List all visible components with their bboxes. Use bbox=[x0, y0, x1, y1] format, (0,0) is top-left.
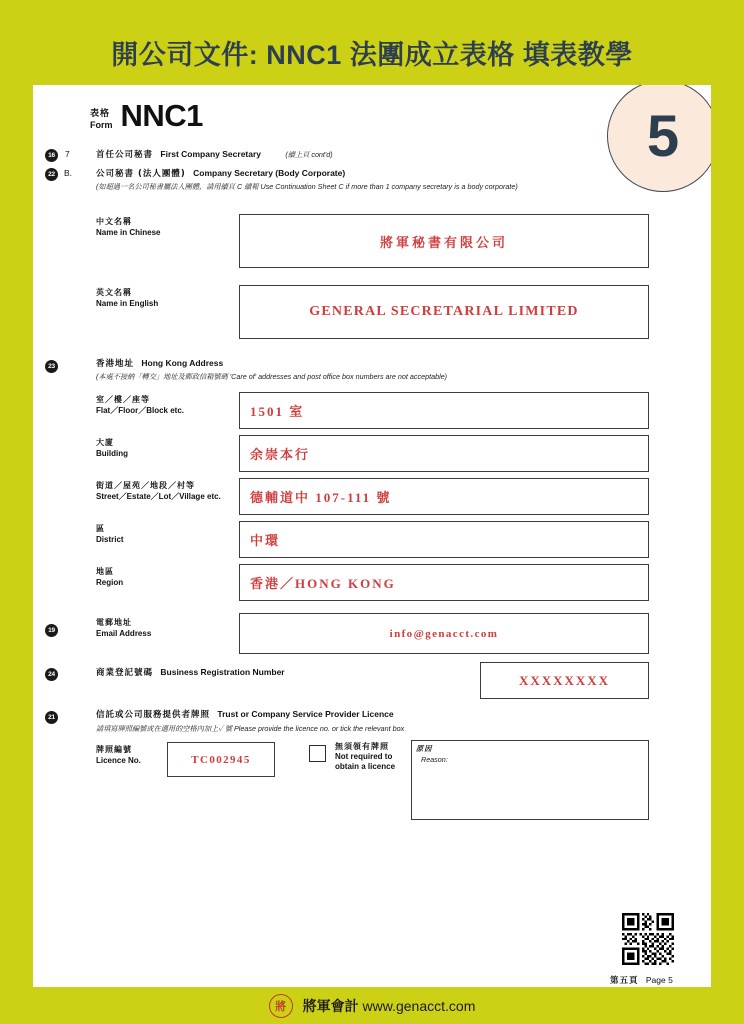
region-label bbox=[96, 567, 123, 588]
page-number-en: Page 5 bbox=[645, 975, 673, 985]
street-label-en: Street／Estate／Lot／Village etc. bbox=[96, 491, 221, 501]
br-number-value: XXXXXXXX bbox=[518, 672, 611, 688]
itemB-number: B. bbox=[64, 168, 73, 178]
licence-title bbox=[96, 708, 394, 720]
br-title-zh: 商業登記號碼 bbox=[96, 668, 154, 678]
reason-label-zh: 原因 bbox=[416, 744, 433, 753]
item7-title bbox=[96, 148, 333, 160]
form-code: NNC1 bbox=[120, 98, 203, 133]
licence-note: 請填寫牌照編號或在適用的空格內加上✓ 號 Please provide the licence no. or tick the relevant box bbox=[96, 724, 405, 733]
marker-itemB: 22 bbox=[45, 168, 58, 181]
form-header bbox=[90, 100, 203, 131]
name-english-label bbox=[96, 288, 158, 309]
district-label bbox=[96, 524, 124, 545]
address-note: (本處不接納「轉交」地址及郵政信箱號碼 'Care of' addresses and post office box numbers are not acceptable) bbox=[96, 372, 448, 381]
name-chinese-label bbox=[96, 217, 160, 238]
itemB-note: (如超過一名公司秘書屬法人團體，請用續頁 C 續報 Use Continuation Sheet C if more than 1 company secretary is a body corporate) bbox=[96, 182, 518, 191]
form-label bbox=[90, 109, 113, 131]
name-chinese-label-zh: 中文名稱 bbox=[96, 217, 132, 226]
name-chinese-value: 將軍秘書有限公司 bbox=[379, 234, 508, 250]
item7-number: 7 bbox=[65, 149, 70, 159]
address-title-zh: 香港地址 bbox=[96, 359, 135, 369]
name-english-label-zh: 英文名稱 bbox=[96, 288, 132, 297]
marker-br: 24 bbox=[45, 668, 58, 681]
licence-title-zh: 信託或公司服務提供者牌照 bbox=[96, 710, 211, 720]
address-title bbox=[96, 357, 223, 369]
item7-title-zh: 首任公司秘書 bbox=[96, 150, 154, 160]
item7-title-en: First Company Secretary bbox=[160, 149, 262, 159]
form-label-en: Form bbox=[90, 120, 113, 130]
street-value: 德輔道中 107-111 號 bbox=[250, 490, 392, 505]
licence-no-value: TC002945 bbox=[191, 753, 251, 766]
district-label-zh: 區 bbox=[96, 524, 105, 533]
licence-no-input[interactable] bbox=[167, 742, 275, 777]
region-value: 香港／HONG KONG bbox=[250, 576, 396, 591]
district-value: 中環 bbox=[250, 533, 281, 548]
marker-licence: 21 bbox=[45, 711, 58, 724]
email-input[interactable] bbox=[239, 613, 649, 654]
licence-no-label-zh: 牌照編號 bbox=[96, 745, 132, 754]
marker-email: 19 bbox=[45, 624, 58, 637]
itemB-title bbox=[96, 167, 345, 179]
name-english-value: GENERAL SECRETARIAL LIMITED bbox=[309, 304, 579, 319]
licence-no-label-en: Licence No. bbox=[96, 755, 141, 765]
brand-url: www.genacct.com bbox=[362, 997, 476, 1014]
building-input[interactable] bbox=[239, 435, 649, 472]
page-number bbox=[610, 974, 673, 986]
region-label-en: Region bbox=[96, 577, 124, 587]
email-value: info@genacct.com bbox=[389, 627, 499, 640]
name-english-input[interactable] bbox=[239, 285, 649, 339]
street-input[interactable] bbox=[239, 478, 649, 515]
flat-label bbox=[96, 395, 184, 416]
brand-name: 將軍會計 bbox=[302, 997, 359, 1014]
flat-label-zh: 室／樓／座等 bbox=[96, 395, 150, 404]
not-required-label bbox=[335, 742, 395, 772]
flat-input[interactable] bbox=[239, 392, 649, 429]
name-chinese-label-en: Name in Chinese bbox=[96, 227, 161, 237]
reason-label-en: Reason: bbox=[421, 754, 448, 764]
flat-label-en: Flat／Floor／Block etc. bbox=[96, 405, 185, 415]
building-label-zh: 大廈 bbox=[96, 438, 114, 447]
flat-value: 1501 室 bbox=[250, 404, 305, 419]
region-input[interactable] bbox=[239, 564, 649, 601]
street-label bbox=[96, 481, 221, 502]
not-required-label-en-2: obtain a licence bbox=[335, 762, 396, 771]
building-value: 余崇本行 bbox=[250, 447, 311, 462]
reason-input[interactable] bbox=[411, 740, 649, 820]
br-title bbox=[96, 666, 285, 678]
marker-address: 23 bbox=[45, 360, 58, 373]
reason-label bbox=[412, 741, 448, 765]
br-title-en: Business Registration Number bbox=[160, 667, 285, 677]
qr-code bbox=[622, 913, 674, 965]
page-step-number: 5 bbox=[646, 103, 680, 169]
marker-item7: 16 bbox=[45, 149, 58, 162]
name-english-label-en: Name in English bbox=[96, 298, 159, 308]
page-step-badge bbox=[607, 85, 711, 192]
building-label bbox=[96, 438, 128, 459]
form-label-zh: 表格 bbox=[90, 109, 111, 119]
page-number-zh: 第五頁 bbox=[610, 976, 639, 986]
form-sheet bbox=[33, 85, 711, 987]
licence-title-en: Trust or Company Service Provider Licence bbox=[217, 709, 394, 719]
name-chinese-input[interactable] bbox=[239, 214, 649, 268]
address-title-en: Hong Kong Address bbox=[141, 358, 224, 368]
item7-contd: (續上頁 cont'd) bbox=[285, 150, 333, 159]
not-required-label-zh: 無須領有牌照 bbox=[335, 742, 389, 751]
not-required-checkbox[interactable] bbox=[309, 745, 326, 762]
email-label-zh: 電郵地址 bbox=[96, 618, 132, 627]
region-label-zh: 地區 bbox=[96, 567, 114, 576]
email-label-en: Email Address bbox=[96, 628, 152, 638]
brand-footer bbox=[0, 987, 744, 1024]
email-label bbox=[96, 618, 151, 639]
br-number-input[interactable] bbox=[480, 662, 649, 699]
page-title: 開公司文件: NNC1 法團成立表格 填表教學 bbox=[111, 40, 633, 70]
itemB-title-en: Company Secretary (Body Corporate) bbox=[193, 168, 346, 178]
brand-text bbox=[303, 996, 476, 1016]
itemB-title-zh: 公司秘書 (法人團體) bbox=[96, 169, 186, 179]
district-input[interactable] bbox=[239, 521, 649, 558]
district-label-en: District bbox=[96, 534, 124, 544]
brand-seal-icon: 將 bbox=[269, 994, 293, 1018]
not-required-label-en-1: Not required to bbox=[335, 752, 393, 761]
building-label-en: Building bbox=[96, 448, 128, 458]
street-label-zh: 街道／屋苑／地段／村等 bbox=[96, 481, 195, 490]
licence-no-label bbox=[96, 745, 141, 766]
